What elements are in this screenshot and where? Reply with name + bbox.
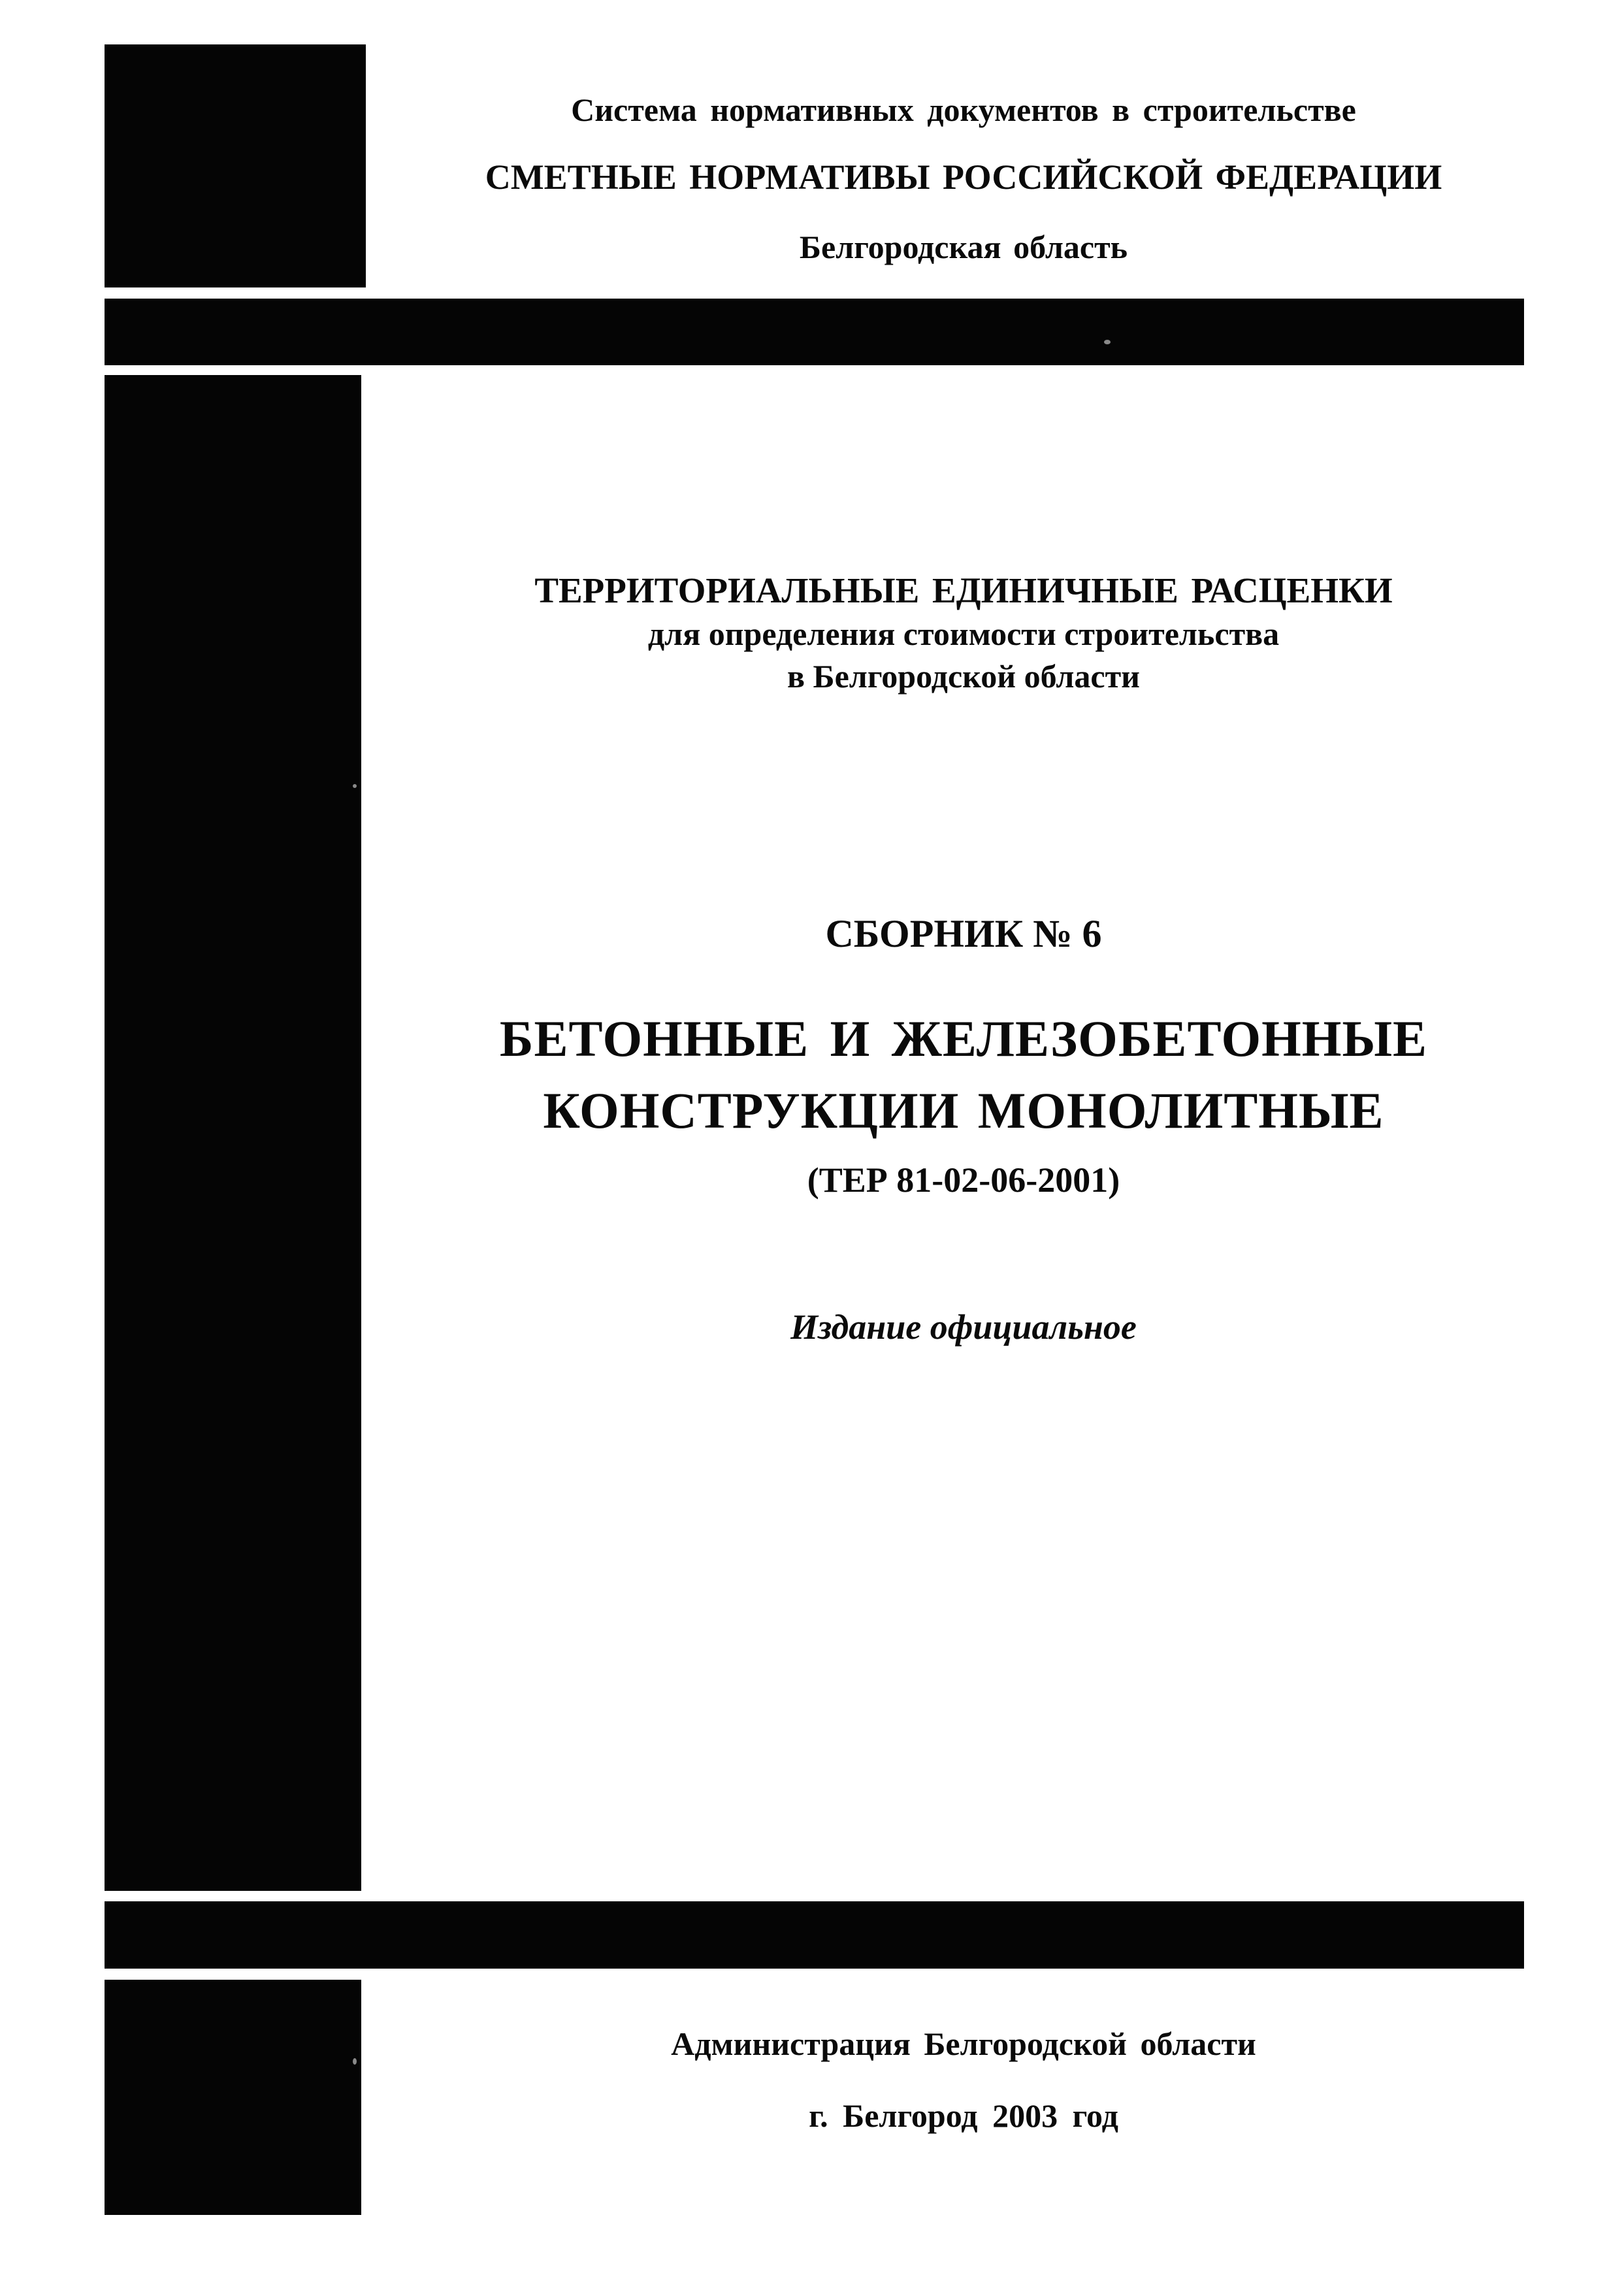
scan-speck xyxy=(353,2058,357,2065)
region-heading: Белгородская область xyxy=(799,229,1128,265)
collection-number: СБОРНИК № 6 xyxy=(825,912,1102,955)
ter-title: ТЕРРИТОРИАЛЬНЫЕ ЕДИНИЧНЫЕ РАСЦЕНКИ xyxy=(534,570,1393,610)
edition-label: Издание официальное xyxy=(790,1307,1137,1347)
purpose-line-1: для определения стоимости строительства xyxy=(647,615,1280,652)
publisher: Администрация Белгородской области xyxy=(671,2025,1256,2062)
city-year: г. Белгород 2003 год xyxy=(809,2097,1118,2134)
collection-title-2: КОНСТРУКЦИИ МОНОЛИТНЫЕ xyxy=(543,1082,1384,1139)
bottom-horizontal-black-band xyxy=(105,1901,1524,1969)
system-heading: Система нормативных документов в строительстве xyxy=(571,91,1356,128)
smetnye-heading: СМЕТНЫЕ НОРМАТИВЫ РОССИЙСКОЙ ФЕДЕРАЦИИ xyxy=(485,157,1442,197)
purpose-line-2: в Белгородской области xyxy=(787,658,1140,695)
collection-title-1: БЕТОННЫЕ И ЖЕЛЕЗОБЕТОННЫЕ xyxy=(499,1010,1428,1067)
scan-speck xyxy=(353,784,357,788)
left-vertical-black-block xyxy=(105,375,361,1891)
document-code: (ТЕР 81-02-06-2001) xyxy=(807,1160,1120,1200)
top-horizontal-black-band xyxy=(105,299,1524,365)
scan-speck xyxy=(1104,340,1111,344)
top-left-black-block xyxy=(105,44,366,287)
bottom-left-black-block xyxy=(105,1980,361,2215)
